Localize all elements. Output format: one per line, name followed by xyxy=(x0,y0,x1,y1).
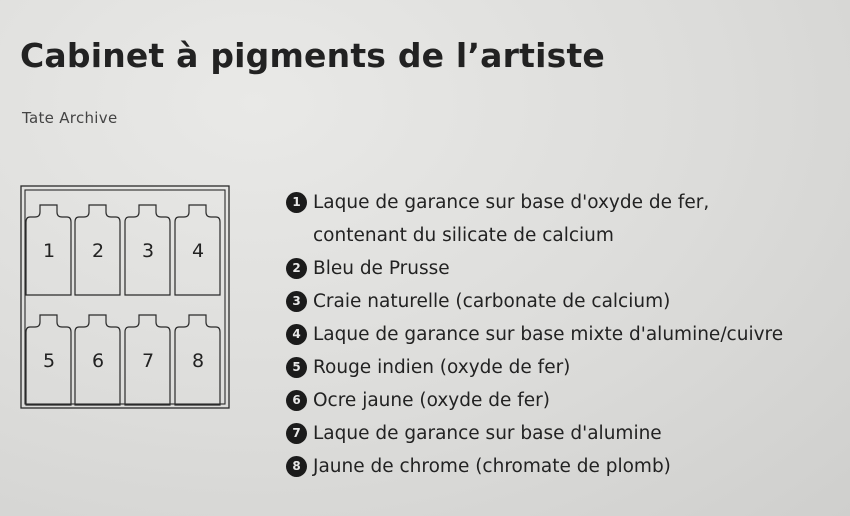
legend-item-4 xyxy=(286,318,846,351)
cabinet-drawing xyxy=(20,185,230,409)
legend-item-2 xyxy=(286,252,846,285)
legend-text-1: Laque de garance sur base d'oxyde de fer, xyxy=(313,192,710,213)
legend-text-2: Bleu de Prusse xyxy=(313,258,450,279)
pigment-cabinet-diagram xyxy=(20,185,230,409)
jar-number-1: 1 xyxy=(42,240,56,262)
jar-number-4: 4 xyxy=(191,240,205,262)
source-credit: Tate Archive xyxy=(22,109,118,127)
jar-number-5: 5 xyxy=(42,350,56,372)
legend-item-5 xyxy=(286,351,846,384)
legend-text-8: Jaune de chrome (chromate de plomb) xyxy=(313,456,671,477)
legend-item-8 xyxy=(286,450,846,483)
jar-number-6: 6 xyxy=(91,350,105,372)
pigment-legend xyxy=(286,186,846,483)
legend-text-1-continued: contenant du silicate de calcium xyxy=(313,225,614,246)
number-badge-3: 3 xyxy=(286,291,307,312)
page-title: Cabinet à pigments de l’artiste xyxy=(20,36,606,76)
legend-item-6 xyxy=(286,384,846,417)
jar-number-8: 8 xyxy=(191,350,205,372)
number-badge-8: 8 xyxy=(286,456,307,477)
number-badge-5: 5 xyxy=(286,357,307,378)
legend-text-4: Laque de garance sur base mixte d'alumine/cuivre xyxy=(313,324,784,345)
number-badge-7: 7 xyxy=(286,423,307,444)
number-badge-2: 2 xyxy=(286,258,307,279)
legend-item-3 xyxy=(286,285,846,318)
jar-number-3: 3 xyxy=(141,240,155,262)
number-badge-6: 6 xyxy=(286,390,307,411)
legend-item-1 xyxy=(286,186,846,252)
legend-item-7 xyxy=(286,417,846,450)
legend-text-6: Ocre jaune (oxyde de fer) xyxy=(313,390,550,411)
legend-text-3: Craie naturelle (carbonate de calcium) xyxy=(313,291,671,312)
legend-text-5: Rouge indien (oxyde de fer) xyxy=(313,357,571,378)
number-badge-4: 4 xyxy=(286,324,307,345)
number-badge-1: 1 xyxy=(286,192,307,213)
jar-number-7: 7 xyxy=(141,350,155,372)
jar-number-2: 2 xyxy=(91,240,105,262)
legend-text-7: Laque de garance sur base d'alumine xyxy=(313,423,662,444)
